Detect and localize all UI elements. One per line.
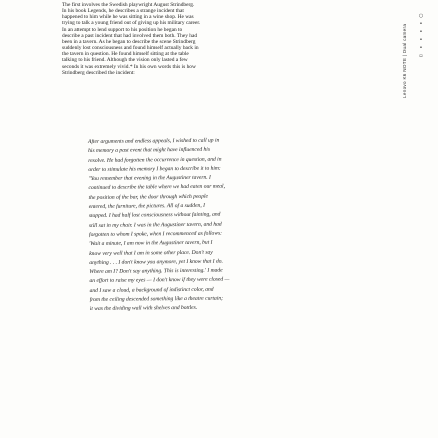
text-line: seconds it was extremely vivid.* In his own words this is how — [62, 63, 196, 70]
text-line: describe a past incident that had involved them both. They had — [62, 32, 198, 39]
dot-icon: • — [419, 21, 423, 27]
quote-line: from the ceiling descended something like a theatre curtain; — [89, 295, 224, 304]
quote-line: stopped. I had half lost consciousness without fainting, and — [88, 211, 221, 220]
quote-line: Where am I? Don't say anything. This is interesting.' I made — [89, 267, 223, 276]
text-line: trying to talk a young friend out of giving up his military career. — [62, 20, 201, 27]
quote-line: anything . . . I don't know you anymore, yet I know that I do. — [89, 258, 223, 266]
text-line: suddenly lost consciousness and found himself actually back in — [62, 45, 199, 52]
quote-line: After arguments and endless appeals, I wished to call up in — [88, 137, 220, 145]
quote-line: entered, the furniture, the pictures. All of a sudden, I — [88, 202, 205, 211]
quote-line: know very well that I am in some other place. Don't say — [89, 249, 213, 257]
quote-line: the position of the bar, the door through which people — [88, 193, 209, 201]
quote-line: and I saw a cloud, a background of indistinct color, and — [89, 286, 214, 294]
quote-line: order to stimulate his memory I began to describe it to him: — [88, 165, 221, 173]
text-line: been in a tavern. As he began to describe the scene Strindberg — [62, 38, 196, 45]
side-icon-strip — [417, 14, 425, 59]
text-line: In an attempt to lend support to his position he began to — [62, 26, 183, 33]
dot-icon: • — [419, 45, 423, 51]
text-line: the tavern in question. He found himself sitting at the table — [62, 51, 189, 58]
quote-line: still sat in my chair. I was in the Augustiner tavern, and had — [88, 221, 222, 229]
dot-icon: • — [419, 37, 423, 43]
circle-icon: ○ — [418, 13, 424, 19]
quote-line: forgotten to whom I spoke, when I recommenced as follows: — [88, 230, 223, 238]
text-line: The first involves the Swedish playwright August Strindberg. — [62, 2, 195, 8]
quote-line: his memory a past event that might have influenced his — [88, 147, 211, 155]
text-line: happened to him while he was sitting in a wine shop. He was — [62, 14, 194, 21]
top-paragraph — [62, 2, 370, 76]
dot-icon: • — [419, 29, 423, 35]
quote-line: resolve. He had forgotten the occurrence in question, and in — [88, 156, 222, 164]
square-icon: ▫ — [419, 53, 423, 59]
text-line: Strindberg described the incident: — [62, 69, 135, 76]
side-caption: Lenovo K6 NOTE | Dual camera — [402, 23, 407, 98]
text-line: talking to his friend. Although the vision only lasted a few — [62, 57, 188, 64]
quote-block — [88, 135, 366, 315]
quote-line: it was the dividing wall with shelves and bottles. — [89, 305, 198, 313]
quote-line: 'Wait a minute, I am now in the Augustiner tavern, but I — [89, 239, 213, 248]
text-line: In his book Legends, he describes a strange incident that — [62, 8, 184, 15]
quote-line: continued to describe the table where we had eaten our meal, — [88, 184, 225, 192]
quote-line: "You remember that evening in the Augustiner tavern. I — [88, 174, 211, 183]
quote-line: an effort to raise my eyes — I don't know if they were closed — — [89, 276, 230, 285]
